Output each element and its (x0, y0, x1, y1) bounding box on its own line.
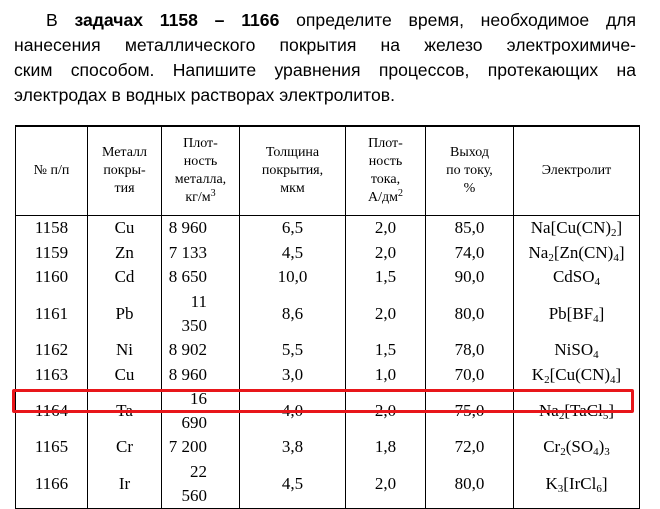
cell-yield: 72,0 (426, 435, 514, 460)
cell-metal: Cr (88, 435, 162, 460)
cell-metal: Cu (88, 216, 162, 241)
cell-current-density: 1,5 (346, 338, 426, 363)
task-range: задачах 1158 – 1166 (74, 10, 280, 30)
cell-current-density: 2,0 (346, 387, 426, 435)
cell-metal: Zn (88, 241, 162, 266)
cell-num: 1162 (16, 338, 88, 363)
cell-metal: Ni (88, 338, 162, 363)
header-thickness: Толщина покрытия, мкм (240, 126, 346, 216)
cell-density: 22 560 (162, 460, 240, 509)
cell-density: 11 350 (162, 290, 240, 338)
cell-current-density: 1,5 (346, 265, 426, 290)
cell-electrolyte: $Na[Cu(CN)_2]$ (514, 216, 640, 241)
cell-metal: Pb (88, 290, 162, 338)
cell-yield: 70,0 (426, 362, 514, 387)
cell-electrolyte: $Pb[BF_4]$ (514, 290, 640, 338)
cell-num: 1166 (16, 460, 88, 509)
cell-metal: Ir (88, 460, 162, 509)
intro-prefix: В (46, 10, 75, 30)
table-row (16, 216, 640, 241)
header-current-density: Плот- ность тока, $А/дм^2$ (346, 126, 426, 216)
cell-current-density: 1,0 (346, 362, 426, 387)
intro-line-2: нанесения металлического покрытия на железо электрохимиче- (14, 35, 636, 55)
problem-statement (14, 8, 636, 108)
cell-electrolyte: $K_2[Cu(CN)_4]$ (514, 362, 640, 387)
cell-density: 8 902 (162, 338, 240, 363)
intro-line-4: электродах в водных растворах электролитов. (14, 85, 395, 105)
cell-density: 8 960 (162, 362, 240, 387)
cell-num: 1163 (16, 362, 88, 387)
table-row (16, 241, 640, 266)
cell-metal: Ta (88, 387, 162, 435)
cell-thickness: 6,5 (240, 216, 346, 241)
cell-yield: 80,0 (426, 290, 514, 338)
cell-yield: 90,0 (426, 265, 514, 290)
cell-num: 1164 (16, 387, 88, 435)
cell-thickness: 3,8 (240, 435, 346, 460)
cell-density: 7 200 (162, 435, 240, 460)
cell-thickness: 4,0 (240, 387, 346, 435)
cell-yield: 80,0 (426, 460, 514, 509)
cell-metal: Cu (88, 362, 162, 387)
header-yield: Выход по току, % (426, 126, 514, 216)
table-row (16, 362, 640, 387)
table-row (16, 338, 640, 363)
cell-num: 1160 (16, 265, 88, 290)
cell-yield: 85,0 (426, 216, 514, 241)
cell-electrolyte: $Na_2[Zn(CN)_4]$ (514, 241, 640, 266)
cell-num: 1165 (16, 435, 88, 460)
cell-electrolyte: NiSO$_4$ (514, 338, 640, 363)
cell-current-density: 2,0 (346, 290, 426, 338)
cell-yield: 78,0 (426, 338, 514, 363)
cell-num: 1161 (16, 290, 88, 338)
header-num: № п/п (16, 126, 88, 216)
cell-electrolyte: $K_3[IrCl_6]$ (514, 460, 640, 509)
table-row (16, 290, 640, 338)
cell-thickness: 4,5 (240, 241, 346, 266)
cell-density: 16 690 (162, 387, 240, 435)
cell-electrolyte: CdSO$_4$ (514, 265, 640, 290)
cell-thickness: 4,5 (240, 460, 346, 509)
data-table (15, 125, 640, 509)
cell-thickness: 3,0 (240, 362, 346, 387)
cell-electrolyte: $Na_2[TaCl_5]$ (514, 387, 640, 435)
header-metal: Металл покры- тия (88, 126, 162, 216)
header-electrolyte: Электролит (514, 126, 640, 216)
cell-density: 8 960 (162, 216, 240, 241)
cell-metal: Cd (88, 265, 162, 290)
table-row (16, 435, 640, 460)
table-row (16, 460, 640, 509)
cell-current-density: 1,8 (346, 435, 426, 460)
cell-current-density: 2,0 (346, 241, 426, 266)
header-row (16, 126, 640, 216)
cell-num: 1158 (16, 216, 88, 241)
table-row (16, 265, 640, 290)
highlight-box (12, 389, 634, 413)
cell-thickness: 5,5 (240, 338, 346, 363)
cell-current-density: 2,0 (346, 460, 426, 509)
intro-line-1 (14, 8, 636, 33)
cell-electrolyte: $Cr_2(SO_4)_3$ (514, 435, 640, 460)
cell-yield: 75,0 (426, 387, 514, 435)
cell-thickness: 8,6 (240, 290, 346, 338)
cell-density: 8 650 (162, 265, 240, 290)
header-density: Плот- ность металла, $кг/м^3$ (162, 126, 240, 216)
intro-suffix: определите время, необходимое для (279, 10, 636, 30)
cell-yield: 74,0 (426, 241, 514, 266)
cell-current-density: 2,0 (346, 216, 426, 241)
cell-thickness: 10,0 (240, 265, 346, 290)
cell-num: 1159 (16, 241, 88, 266)
intro-line-3: ским способом. Напишите уравнения процессов, протекающих на (14, 60, 636, 80)
cell-density: 7 133 (162, 241, 240, 266)
